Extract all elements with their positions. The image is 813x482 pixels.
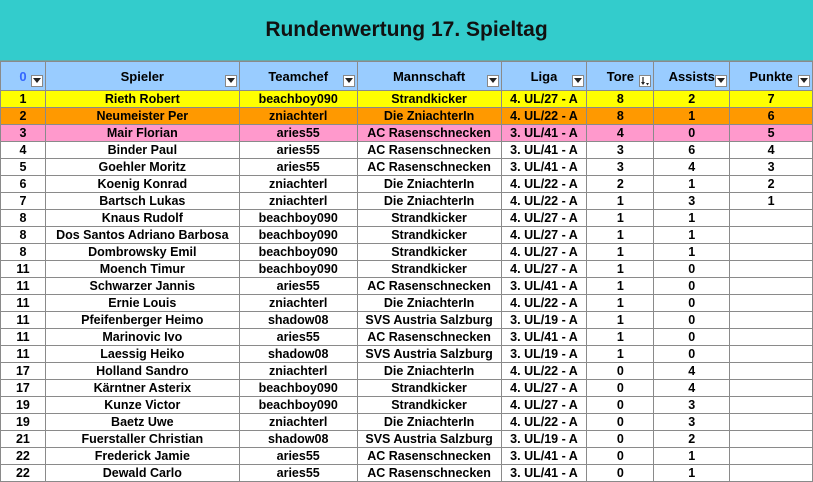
table-row	[1, 210, 813, 227]
cell-rank[interactable]: 19	[1, 397, 46, 414]
cell-tore[interactable]: 1	[587, 295, 654, 312]
cell-assists[interactable]: 1	[654, 108, 730, 125]
cell-tore[interactable]: 1	[587, 227, 654, 244]
cell-mannschaft[interactable]: AC Rasenschnecken	[357, 278, 501, 295]
cell-punkte[interactable]	[730, 397, 813, 414]
cell-liga[interactable]: 4. UL/22 - A	[501, 414, 587, 431]
cell-tore[interactable]: 1	[587, 261, 654, 278]
cell-punkte[interactable]	[730, 448, 813, 465]
cell-punkte[interactable]	[730, 346, 813, 363]
cell-mannschaft[interactable]: Die ZniachterIn	[357, 108, 501, 125]
cell-liga[interactable]: 4. UL/27 - A	[501, 91, 587, 108]
cell-teamchef[interactable]: zniachterl	[239, 295, 357, 312]
cell-tore[interactable]: 0	[587, 363, 654, 380]
cell-punkte[interactable]: 3	[730, 159, 813, 176]
cell-mannschaft[interactable]: Strandkicker	[357, 261, 501, 278]
cell-tore[interactable]: 0	[587, 414, 654, 431]
table-row	[1, 244, 813, 261]
cell-spieler[interactable]: Kärntner Asterix	[45, 380, 239, 397]
cell-mannschaft[interactable]: SVS Austria Salzburg	[357, 431, 501, 448]
cell-assists[interactable]: 0	[654, 312, 730, 329]
cell-tore[interactable]: 0	[587, 380, 654, 397]
table-row	[1, 346, 813, 363]
cell-rank[interactable]: 11	[1, 329, 46, 346]
ranking-table	[0, 61, 813, 482]
cell-tore[interactable]: 8	[587, 91, 654, 108]
cell-tore[interactable]: 0	[587, 397, 654, 414]
cell-tore[interactable]: 3	[587, 142, 654, 159]
cell-assists[interactable]: 1	[654, 244, 730, 261]
cell-rank[interactable]: 22	[1, 465, 46, 482]
cell-liga[interactable]: 3. UL/19 - A	[501, 431, 587, 448]
cell-assists[interactable]: 1	[654, 227, 730, 244]
cell-spieler[interactable]: Dombrowsky Emil	[45, 244, 239, 261]
cell-rank[interactable]: 1	[1, 91, 46, 108]
cell-teamchef[interactable]: zniachterl	[239, 108, 357, 125]
cell-tore[interactable]: 1	[587, 312, 654, 329]
cell-spieler[interactable]: Laessig Heiko	[45, 346, 239, 363]
sort-descending-icon[interactable]	[639, 75, 651, 87]
cell-liga[interactable]: 3. UL/41 - A	[501, 329, 587, 346]
cell-assists[interactable]: 4	[654, 380, 730, 397]
cell-tore[interactable]: 2	[587, 176, 654, 193]
header-row	[1, 62, 813, 91]
cell-punkte[interactable]: 6	[730, 108, 813, 125]
cell-punkte[interactable]: 5	[730, 125, 813, 142]
cell-teamchef[interactable]: aries55	[239, 329, 357, 346]
table-row	[1, 380, 813, 397]
table-row	[1, 363, 813, 380]
table-row	[1, 91, 813, 108]
cell-punkte[interactable]	[730, 380, 813, 397]
cell-teamchef[interactable]: aries55	[239, 465, 357, 482]
dropdown-arrow-icon[interactable]	[798, 75, 810, 87]
cell-punkte[interactable]	[730, 295, 813, 312]
cell-tore[interactable]: 1	[587, 193, 654, 210]
cell-punkte[interactable]	[730, 414, 813, 431]
cell-liga[interactable]: 3. UL/41 - A	[501, 448, 587, 465]
table-row	[1, 278, 813, 295]
cell-rank[interactable]: 6	[1, 176, 46, 193]
cell-teamchef[interactable]: aries55	[239, 278, 357, 295]
cell-assists[interactable]: 1	[654, 448, 730, 465]
cell-mannschaft[interactable]: Strandkicker	[357, 244, 501, 261]
cell-spieler[interactable]: Neumeister Per	[45, 108, 239, 125]
table-row	[1, 312, 813, 329]
dropdown-arrow-icon[interactable]	[31, 75, 43, 87]
cell-tore[interactable]: 1	[587, 210, 654, 227]
cell-spieler[interactable]: Dewald Carlo	[45, 465, 239, 482]
cell-liga[interactable]: 4. UL/22 - A	[501, 193, 587, 210]
cell-rank[interactable]: 22	[1, 448, 46, 465]
cell-assists[interactable]: 1	[654, 210, 730, 227]
cell-assists[interactable]: 3	[654, 397, 730, 414]
table-row	[1, 176, 813, 193]
column-header-rank[interactable]: 0	[1, 62, 46, 91]
cell-mannschaft[interactable]: SVS Austria Salzburg	[357, 312, 501, 329]
cell-tore[interactable]: 0	[587, 431, 654, 448]
cell-liga[interactable]: 3. UL/41 - A	[501, 278, 587, 295]
cell-assists[interactable]: 1	[654, 465, 730, 482]
cell-spieler[interactable]: Rieth Robert	[45, 91, 239, 108]
table-row	[1, 465, 813, 482]
cell-punkte[interactable]	[730, 312, 813, 329]
cell-rank[interactable]: 8	[1, 210, 46, 227]
table-row	[1, 448, 813, 465]
cell-liga[interactable]: 3. UL/41 - A	[501, 465, 587, 482]
cell-spieler[interactable]: Frederick Jamie	[45, 448, 239, 465]
title-bar	[0, 0, 813, 61]
cell-teamchef[interactable]: shadow08	[239, 312, 357, 329]
cell-punkte[interactable]: 4	[730, 142, 813, 159]
cell-tore[interactable]: 1	[587, 244, 654, 261]
cell-assists[interactable]: 6	[654, 142, 730, 159]
cell-rank[interactable]: 11	[1, 346, 46, 363]
cell-rank[interactable]: 11	[1, 261, 46, 278]
cell-spieler[interactable]: Kunze Victor	[45, 397, 239, 414]
cell-teamchef[interactable]: zniachterl	[239, 414, 357, 431]
cell-mannschaft[interactable]: Die ZniachterIn	[357, 363, 501, 380]
cell-rank[interactable]: 4	[1, 142, 46, 159]
cell-spieler[interactable]: Binder Paul	[45, 142, 239, 159]
cell-rank[interactable]: 17	[1, 380, 46, 397]
dropdown-arrow-icon[interactable]	[715, 75, 727, 87]
cell-assists[interactable]: 1	[654, 176, 730, 193]
cell-assists[interactable]: 2	[654, 91, 730, 108]
cell-mannschaft[interactable]: AC Rasenschnecken	[357, 142, 501, 159]
cell-mannschaft[interactable]: Strandkicker	[357, 91, 501, 108]
cell-liga[interactable]: 4. UL/22 - A	[501, 295, 587, 312]
cell-punkte[interactable]: 1	[730, 193, 813, 210]
cell-liga[interactable]: 4. UL/27 - A	[501, 261, 587, 278]
cell-assists[interactable]: 0	[654, 261, 730, 278]
cell-rank[interactable]: 11	[1, 312, 46, 329]
table-row	[1, 414, 813, 431]
cell-spieler[interactable]: Goehler Moritz	[45, 159, 239, 176]
cell-teamchef[interactable]: aries55	[239, 125, 357, 142]
cell-teamchef[interactable]: aries55	[239, 142, 357, 159]
cell-mannschaft[interactable]: Die ZniachterIn	[357, 193, 501, 210]
cell-mannschaft[interactable]: Strandkicker	[357, 397, 501, 414]
cell-mannschaft[interactable]: Strandkicker	[357, 227, 501, 244]
cell-spieler[interactable]: Knaus Rudolf	[45, 210, 239, 227]
cell-punkte[interactable]	[730, 227, 813, 244]
cell-mannschaft[interactable]: AC Rasenschnecken	[357, 448, 501, 465]
cell-teamchef[interactable]: zniachterl	[239, 193, 357, 210]
cell-mannschaft[interactable]: SVS Austria Salzburg	[357, 346, 501, 363]
cell-punkte[interactable]	[730, 210, 813, 227]
cell-spieler[interactable]: Schwarzer Jannis	[45, 278, 239, 295]
cell-tore[interactable]: 1	[587, 278, 654, 295]
cell-rank[interactable]: 11	[1, 278, 46, 295]
cell-punkte[interactable]	[730, 363, 813, 380]
column-header-teamchef[interactable]: Teamchef	[239, 62, 357, 91]
cell-mannschaft[interactable]: AC Rasenschnecken	[357, 125, 501, 142]
cell-mannschaft[interactable]: AC Rasenschnecken	[357, 159, 501, 176]
table-row	[1, 261, 813, 278]
cell-punkte[interactable]	[730, 465, 813, 482]
cell-spieler[interactable]: Moench Timur	[45, 261, 239, 278]
cell-tore[interactable]: 0	[587, 448, 654, 465]
column-header-punkte[interactable]: Punkte	[730, 62, 813, 91]
cell-assists[interactable]: 3	[654, 193, 730, 210]
cell-spieler[interactable]: Fuerstaller Christian	[45, 431, 239, 448]
cell-spieler[interactable]: Holland Sandro	[45, 363, 239, 380]
cell-punkte[interactable]: 7	[730, 91, 813, 108]
cell-mannschaft[interactable]: AC Rasenschnecken	[357, 465, 501, 482]
dropdown-arrow-icon[interactable]	[225, 75, 237, 87]
column-header-spieler[interactable]: Spieler	[45, 62, 239, 91]
cell-liga[interactable]: 4. UL/22 - A	[501, 363, 587, 380]
cell-punkte[interactable]	[730, 244, 813, 261]
cell-teamchef[interactable]: beachboy090	[239, 261, 357, 278]
cell-mannschaft[interactable]: Die ZniachterIn	[357, 295, 501, 312]
column-header-tore[interactable]: Tore	[587, 62, 654, 91]
cell-teamchef[interactable]: beachboy090	[239, 397, 357, 414]
cell-tore[interactable]: 8	[587, 108, 654, 125]
cell-punkte[interactable]	[730, 278, 813, 295]
table-row	[1, 142, 813, 159]
cell-tore[interactable]: 3	[587, 159, 654, 176]
cell-teamchef[interactable]: shadow08	[239, 346, 357, 363]
cell-spieler[interactable]: Koenig Konrad	[45, 176, 239, 193]
cell-rank[interactable]: 8	[1, 227, 46, 244]
cell-teamchef[interactable]: beachboy090	[239, 91, 357, 108]
cell-spieler[interactable]: Mair Florian	[45, 125, 239, 142]
table-row	[1, 295, 813, 312]
cell-assists[interactable]: 0	[654, 278, 730, 295]
cell-assists[interactable]: 3	[654, 414, 730, 431]
cell-assists[interactable]: 2	[654, 431, 730, 448]
cell-liga[interactable]: 4. UL/27 - A	[501, 380, 587, 397]
cell-liga[interactable]: 3. UL/41 - A	[501, 159, 587, 176]
cell-liga[interactable]: 3. UL/41 - A	[501, 142, 587, 159]
table-row	[1, 431, 813, 448]
cell-liga[interactable]: 4. UL/27 - A	[501, 397, 587, 414]
cell-rank[interactable]: 8	[1, 244, 46, 261]
cell-punkte[interactable]	[730, 329, 813, 346]
table-row	[1, 125, 813, 142]
cell-teamchef[interactable]: beachboy090	[239, 244, 357, 261]
cell-liga[interactable]: 4. UL/27 - A	[501, 244, 587, 261]
cell-liga[interactable]: 3. UL/19 - A	[501, 346, 587, 363]
cell-rank[interactable]: 3	[1, 125, 46, 142]
cell-mannschaft[interactable]: AC Rasenschnecken	[357, 329, 501, 346]
cell-assists[interactable]: 0	[654, 346, 730, 363]
cell-spieler[interactable]: Ernie Louis	[45, 295, 239, 312]
cell-spieler[interactable]: Marinovic Ivo	[45, 329, 239, 346]
cell-teamchef[interactable]: beachboy090	[239, 210, 357, 227]
cell-teamchef[interactable]: zniachterl	[239, 363, 357, 380]
cell-liga[interactable]: 4. UL/22 - A	[501, 108, 587, 125]
dropdown-arrow-icon[interactable]	[487, 75, 499, 87]
cell-assists[interactable]: 4	[654, 159, 730, 176]
cell-punkte[interactable]	[730, 261, 813, 278]
cell-punkte[interactable]	[730, 431, 813, 448]
cell-teamchef[interactable]: beachboy090	[239, 380, 357, 397]
cell-spieler[interactable]: Bartsch Lukas	[45, 193, 239, 210]
column-header-assists[interactable]: Assists	[654, 62, 730, 91]
cell-tore[interactable]: 0	[587, 465, 654, 482]
cell-tore[interactable]: 1	[587, 346, 654, 363]
page-title: Rundenwertung 17. Spieltag	[265, 18, 548, 41]
cell-liga[interactable]: 3. UL/41 - A	[501, 125, 587, 142]
cell-spieler[interactable]: Dos Santos Adriano Barbosa	[45, 227, 239, 244]
table-row	[1, 227, 813, 244]
cell-teamchef[interactable]: aries55	[239, 448, 357, 465]
dropdown-arrow-icon[interactable]	[572, 75, 584, 87]
column-header-mannschaft[interactable]: Mannschaft	[357, 62, 501, 91]
cell-tore[interactable]: 1	[587, 329, 654, 346]
cell-assists[interactable]: 0	[654, 125, 730, 142]
cell-mannschaft[interactable]: Strandkicker	[357, 380, 501, 397]
cell-tore[interactable]: 4	[587, 125, 654, 142]
column-header-liga[interactable]: Liga	[501, 62, 587, 91]
cell-punkte[interactable]: 2	[730, 176, 813, 193]
table-row	[1, 397, 813, 414]
cell-liga[interactable]: 4. UL/27 - A	[501, 210, 587, 227]
cell-rank[interactable]: 11	[1, 295, 46, 312]
cell-mannschaft[interactable]: Die ZniachterIn	[357, 176, 501, 193]
cell-liga[interactable]: 3. UL/19 - A	[501, 312, 587, 329]
table-row	[1, 193, 813, 210]
cell-liga[interactable]: 4. UL/27 - A	[501, 227, 587, 244]
cell-liga[interactable]: 4. UL/22 - A	[501, 176, 587, 193]
cell-rank[interactable]: 17	[1, 363, 46, 380]
table-row	[1, 329, 813, 346]
cell-assists[interactable]: 4	[654, 363, 730, 380]
cell-rank[interactable]: 5	[1, 159, 46, 176]
table-row	[1, 108, 813, 125]
dropdown-arrow-icon[interactable]	[343, 75, 355, 87]
cell-spieler[interactable]: Pfeifenberger Heimo	[45, 312, 239, 329]
table-row	[1, 159, 813, 176]
cell-rank[interactable]: 19	[1, 414, 46, 431]
cell-teamchef[interactable]: aries55	[239, 159, 357, 176]
cell-assists[interactable]: 0	[654, 295, 730, 312]
cell-rank[interactable]: 2	[1, 108, 46, 125]
cell-rank[interactable]: 7	[1, 193, 46, 210]
cell-teamchef[interactable]: zniachterl	[239, 176, 357, 193]
cell-mannschaft[interactable]: Die ZniachterIn	[357, 414, 501, 431]
cell-teamchef[interactable]: beachboy090	[239, 227, 357, 244]
cell-teamchef[interactable]: shadow08	[239, 431, 357, 448]
cell-assists[interactable]: 0	[654, 329, 730, 346]
cell-spieler[interactable]: Baetz Uwe	[45, 414, 239, 431]
cell-rank[interactable]: 21	[1, 431, 46, 448]
cell-mannschaft[interactable]: Strandkicker	[357, 210, 501, 227]
